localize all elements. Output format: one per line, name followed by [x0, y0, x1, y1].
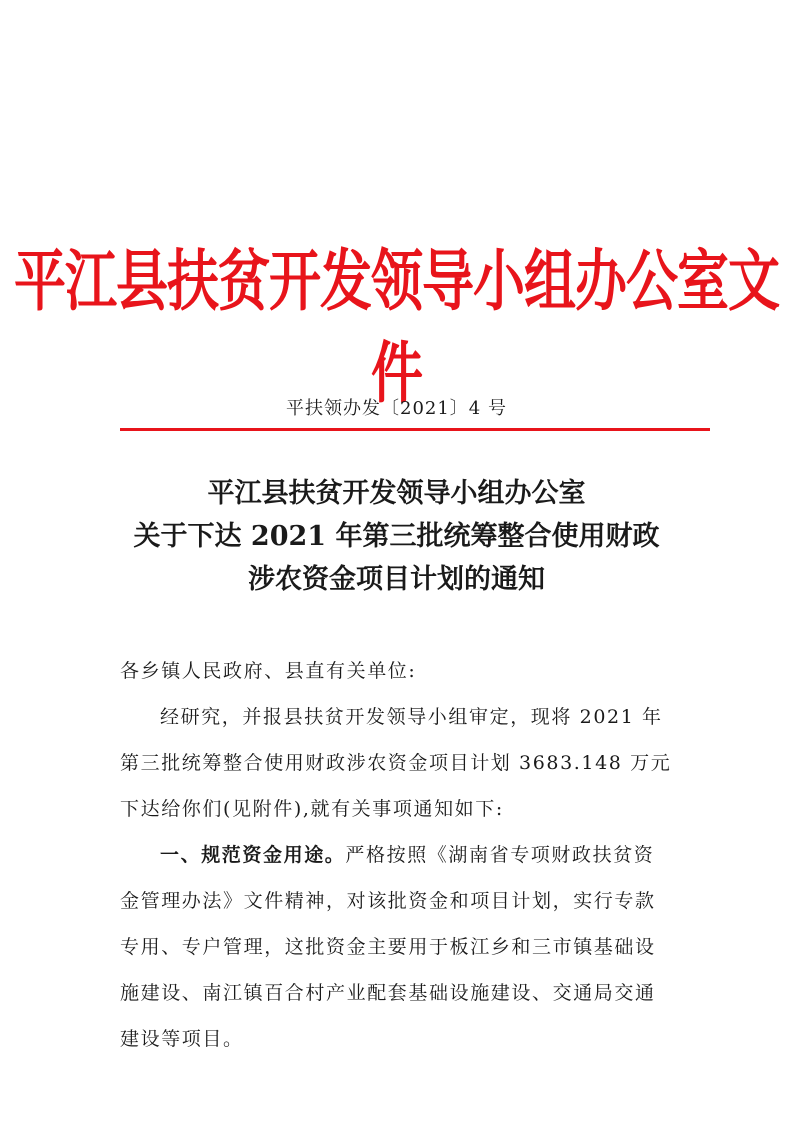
paragraph-2-line-1-text: 严格按照《湖南省专项财政扶贫资 [345, 844, 655, 866]
paragraph-2-line-3: 专用、专户管理，这批资金主要用于板江乡和三市镇基础设 [120, 936, 656, 958]
title-line-3: 涉农资金项目计划的通知 [248, 564, 545, 595]
document-body [120, 648, 685, 1062]
paragraph-2-line-4: 施建设、南江镇百合村产业配套基础设施建设、交通局交通 [120, 982, 656, 1004]
document-number: 平扶领办发〔2021〕4 号 [286, 398, 507, 419]
paragraph-2-line-1 [120, 832, 685, 878]
section-heading-1: 一、规范资金用途。 [160, 844, 346, 866]
paragraph-1-line-2: 第三批统筹整合使用财政涉农资金项目计划 3683.148 万元 [120, 752, 672, 774]
red-divider-line [120, 428, 710, 431]
red-masthead-title: 平江县扶贫开发领导小组办公室文件 [13, 242, 779, 413]
title-line-1: 平江县扶贫开发领导小组办公室 [207, 478, 586, 509]
document-title [0, 472, 793, 601]
paragraph-1-line-3: 下达给你们(见附件),就有关事项通知如下: [120, 798, 504, 820]
paragraph-2-line-5: 建设等项目。 [120, 1028, 244, 1050]
title-line-2: 关于下达 2021 年第三批统筹整合使用财政 [133, 521, 660, 552]
paragraph-2-line-2: 金管理办法》文件精神，对该批资金和项目计划，实行专款 [120, 890, 656, 912]
paragraph-1-line-1: 经研究，并报县扶贫开发领导小组审定，现将 2021 年 [160, 706, 663, 728]
salutation: 各乡镇人民政府、县直有关单位: [120, 660, 417, 682]
